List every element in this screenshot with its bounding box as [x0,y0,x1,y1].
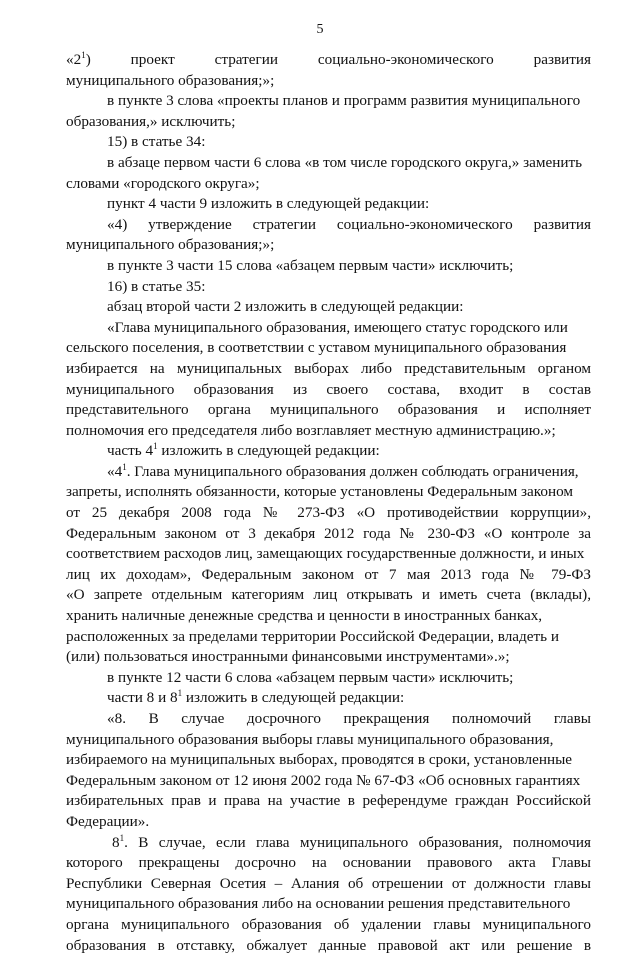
text-line [66,50,591,71]
text-line [66,853,591,874]
text-line [66,915,591,936]
text-segment: 15) в статье 34: [107,133,206,151]
page-number: 5 [316,22,324,37]
text-line [66,668,591,689]
text-segment: органа муниципального образования об удалении главы муниципального [66,915,591,933]
text-line [66,462,591,483]
text-segment: Федеральным законом от 12 июня 2002 года № 67-ФЗ «Об основных гарантиях [66,771,581,789]
text-line [66,791,591,812]
text-segment: сельского поселения, в соответствии с уставом муниципального образования [66,339,567,357]
text-segment: изложить в следующей редакции: [157,442,380,460]
text-line [66,874,591,895]
text-segment: в абзаце первом части 6 слова «в том числе городского округа,» заменить [107,153,583,171]
text-line [66,235,591,256]
text-segment: «8. В случае досрочного прекращения полномочий главы [107,710,591,727]
text-segment: муниципального образования выборы главы муниципального образования, [66,730,554,748]
text-line [66,318,591,339]
superscript: 1 [119,832,125,843]
text-line [66,730,591,751]
text-segment: . В случае, если глава муниципального образования, полномочия [124,833,591,851]
text-line [66,606,591,627]
text-line [66,338,591,359]
text-segment: словами «городского округа»; [66,174,260,192]
text-segment: избирательных прав и права на участие в референдуме граждан Российской [66,792,591,810]
text-segment: образования,» исключить; [66,112,236,130]
text-line [66,688,591,709]
superscript: 1 [153,441,158,452]
text-line [66,359,591,380]
text-line [66,71,591,92]
text-segment: часть 4 [107,442,154,460]
text-segment: «2 [66,51,82,68]
text-line [66,174,591,195]
text-line [66,215,591,236]
text-line [66,771,591,792]
text-line [66,91,591,112]
text-segment: представительного органа муниципального образования и исполняет [66,401,591,419]
text-segment: муниципального образования либо на основании решения представительного [66,895,571,913]
text-segment: полномочия его председателя либо возглавляет местную администрацию.»; [66,421,556,439]
text-segment: образования в отставку, обжалует данные правовой акт или решение в [66,936,591,954]
text-segment: Республики Северная Осетия – Алания об отрешении от должности главы [66,874,591,892]
text-line [66,256,591,277]
text-segment: муниципального образования;»; [66,236,275,254]
text-segment: «4) утверждение стратегии социально-экономического развития [107,215,591,233]
text-segment: в пункте 3 слова «проекты планов и программ развития муниципального [107,92,581,110]
text-line [66,277,591,298]
text-segment: муниципального образования;»; [66,71,275,89]
document-body [66,50,591,956]
text-line [66,833,591,854]
text-line [66,421,591,442]
text-segment: ) проект стратегии социально-экономического развития [85,51,591,68]
text-line [66,441,591,462]
text-segment: в пункте 12 части 6 слова «абзацем первым части» исключить; [107,668,514,686]
text-line [66,400,591,421]
text-line [66,544,591,565]
text-line [66,565,591,586]
superscript: 1 [81,50,86,60]
text-segment: избираемого на муниципальных выборах, проводятся в сроки, установленные [66,751,573,769]
text-line [66,627,591,648]
text-segment: запреты, исполнять обязанности, которые установлены Федеральным законом [66,483,573,501]
text-line [66,112,591,133]
text-segment: «О запрете отдельным категориям лиц открывать и иметь счета (вклады), [66,586,591,604]
text-segment: которого прекращены досрочно на основании правового акта Главы [66,854,591,872]
text-line [66,812,591,833]
text-line [66,750,591,771]
text-line [66,709,591,730]
text-segment: Федерации». [66,812,150,830]
text-line [66,585,591,606]
text-segment: изложить в следующей редакции: [182,689,405,707]
text-segment: хранить наличные денежные средства и ценности в иностранных банках, [66,607,543,625]
text-line [66,503,591,524]
text-segment: части 8 и 8 [107,689,178,707]
text-segment: 8 [112,833,120,851]
superscript: 1 [177,688,183,699]
text-line [66,380,591,401]
text-line [66,936,591,956]
text-line [66,482,591,503]
text-line [66,132,591,153]
text-line [66,153,591,174]
text-line [66,297,591,318]
text-segment: 16) в статье 35: [107,277,206,295]
text-segment: (или) пользоваться иностранными финансовыми инструментами».»; [66,648,510,666]
text-segment: абзац второй части 2 изложить в следующей редакции: [107,298,464,316]
text-segment: Федеральным законом от 3 декабря 2012 года № 230-ФЗ «О контроле за [66,524,591,542]
superscript: 1 [122,461,127,472]
text-line [66,194,591,215]
text-segment: «4 [107,462,123,480]
text-line [66,647,591,668]
text-line [66,524,591,545]
text-segment: «Глава муниципального образования, имеющего статус городского или [107,318,568,336]
text-segment: пункт 4 части 9 изложить в следующей редакции: [107,195,430,213]
text-segment: . Глава муниципального образования должен соблюдать ограничения, [126,462,579,480]
text-segment: расположенных за пределами территории Российской Федерации, владеть и [66,627,559,645]
text-segment: в пункте 3 части 15 слова «абзацем первым части» исключить; [107,256,514,274]
text-segment: от 25 декабря 2008 года № 273-ФЗ «О противодействии коррупции», [66,504,591,522]
text-segment: лиц их доходам», Федеральным законом от 7 мая 2013 года № 79-ФЗ [66,565,591,583]
text-segment: соответствием расходов лиц, замещающих государственные должности, и иных [66,545,585,563]
text-segment: избирается на муниципальных выборах либо представительным органом [66,359,591,377]
text-segment: муниципального образования из своего состава, входит в состав [66,380,591,398]
